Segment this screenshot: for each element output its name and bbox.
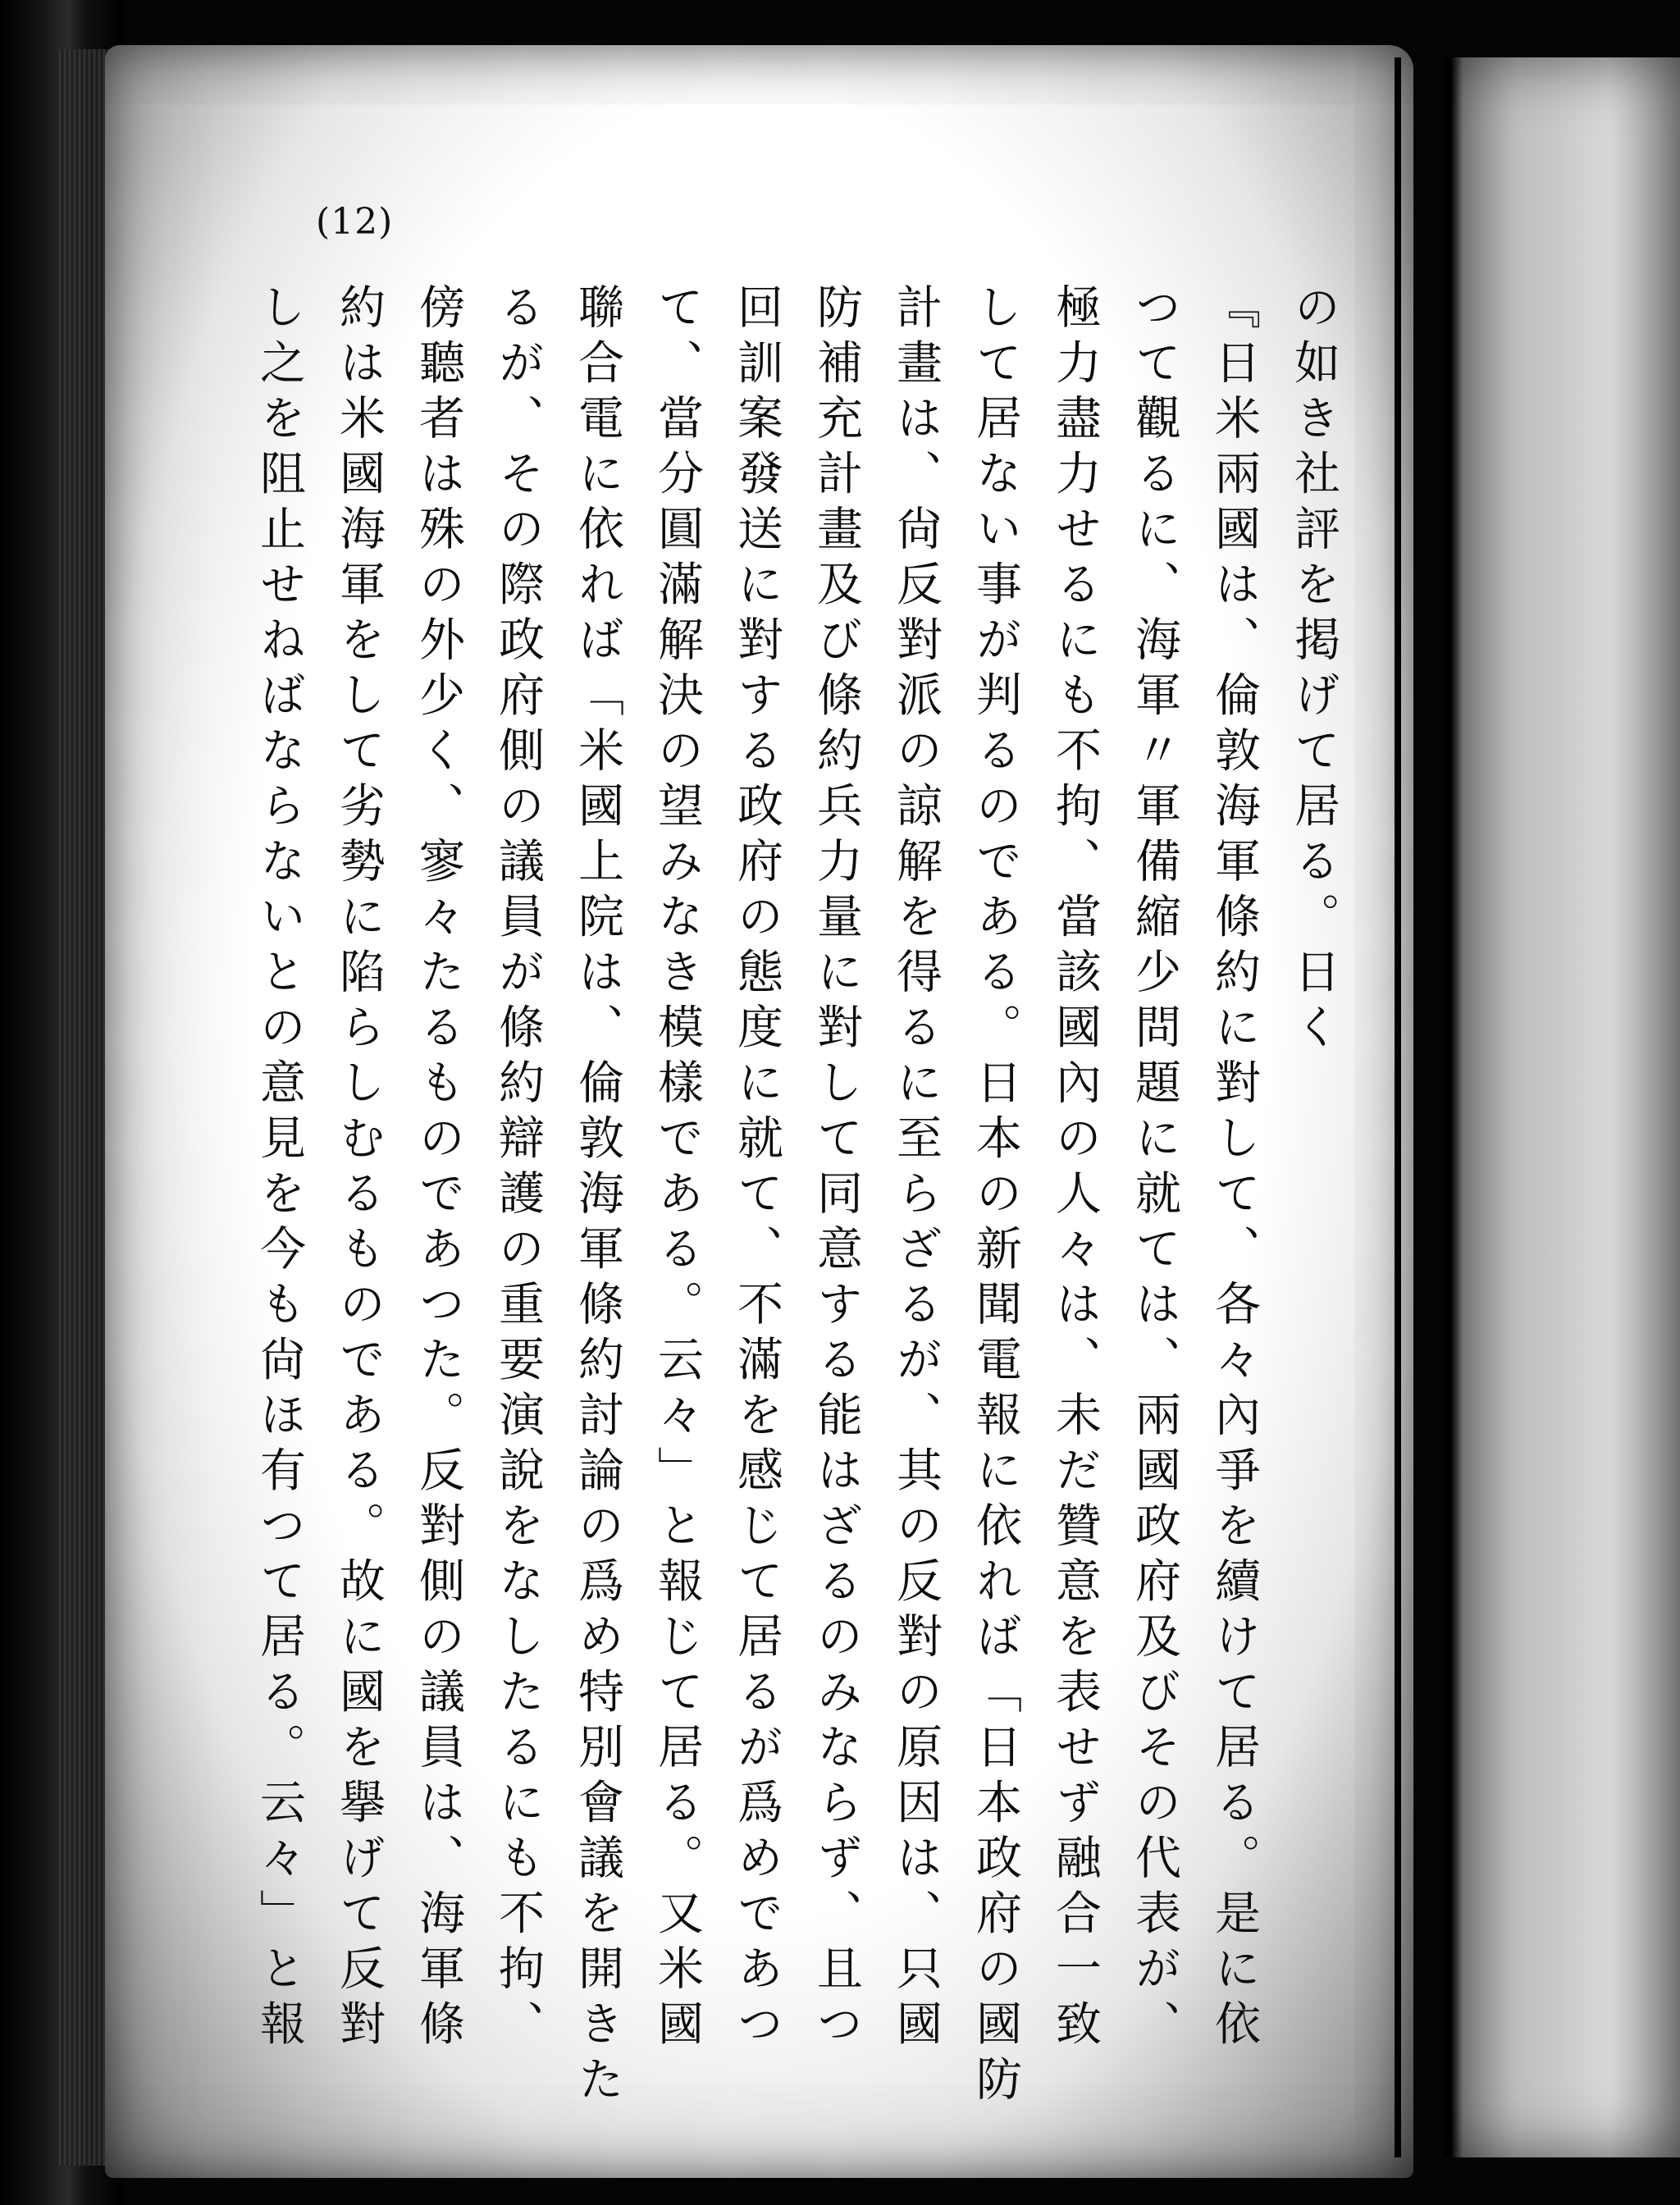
text-column: 『日米兩國は、倫敦海軍條約に對して、各々內爭を續けて居る。是に依 — [1208, 283, 1261, 2055]
text-column: 約は米國海軍をして劣勢に陷らしむるものである。故に國を擧げて反對 — [332, 283, 386, 2055]
text-column: 極力盡力せるにも不拘、當該國內の人々は、未だ贊意を表せず融合一致 — [1048, 283, 1102, 2055]
text-column: の如き社評を掲げて居る。日く — [1287, 283, 1340, 1058]
text-column: 防補充計畫及び條約兵力量に對して同意する能はざるのみならず、且つ — [810, 283, 863, 2055]
page-number: (12) — [316, 201, 394, 243]
text-column: し之を阻止せねばならないとの意見を今も尙ほ有つて居る。云々」と報 — [253, 283, 306, 2055]
text-column: つて觀るに、海軍〃軍備縮少問題に就ては、兩國政府及びその代表が、 — [1128, 283, 1181, 2055]
text-column: て、當分圓滿解決の望みなき模樣である。云々」と報じて居る。又米國 — [651, 283, 704, 2055]
page-gutter — [1395, 57, 1401, 2157]
text-column: るが、その際政府側の議員が條約辯護の重要演說をなしたるにも不拘、 — [491, 283, 545, 2055]
adjacent-page — [1444, 57, 1680, 2157]
text-column: 計畫は、尙反對派の諒解を得るに至らざるが、其の反對の原因は、只國 — [889, 283, 943, 2055]
text-column: して居ない事が判るのである。日本の新聞電報に依れば「日本政府の國防 — [969, 283, 1022, 2111]
text-column: 回訓案發送に對する政府の態度に就て、不滿を感じて居るが爲めであつ — [730, 283, 783, 2055]
text-column: 聯合電に依れば「米國上院は、倫敦海軍條約討論の爲め特別會議を開きた — [571, 283, 624, 2111]
text-column: 傍聽者は殊の外少く、寥々たるものであつた。反對側の議員は、海軍條 — [412, 283, 465, 2055]
vertical-text-block — [253, 283, 1354, 2111]
